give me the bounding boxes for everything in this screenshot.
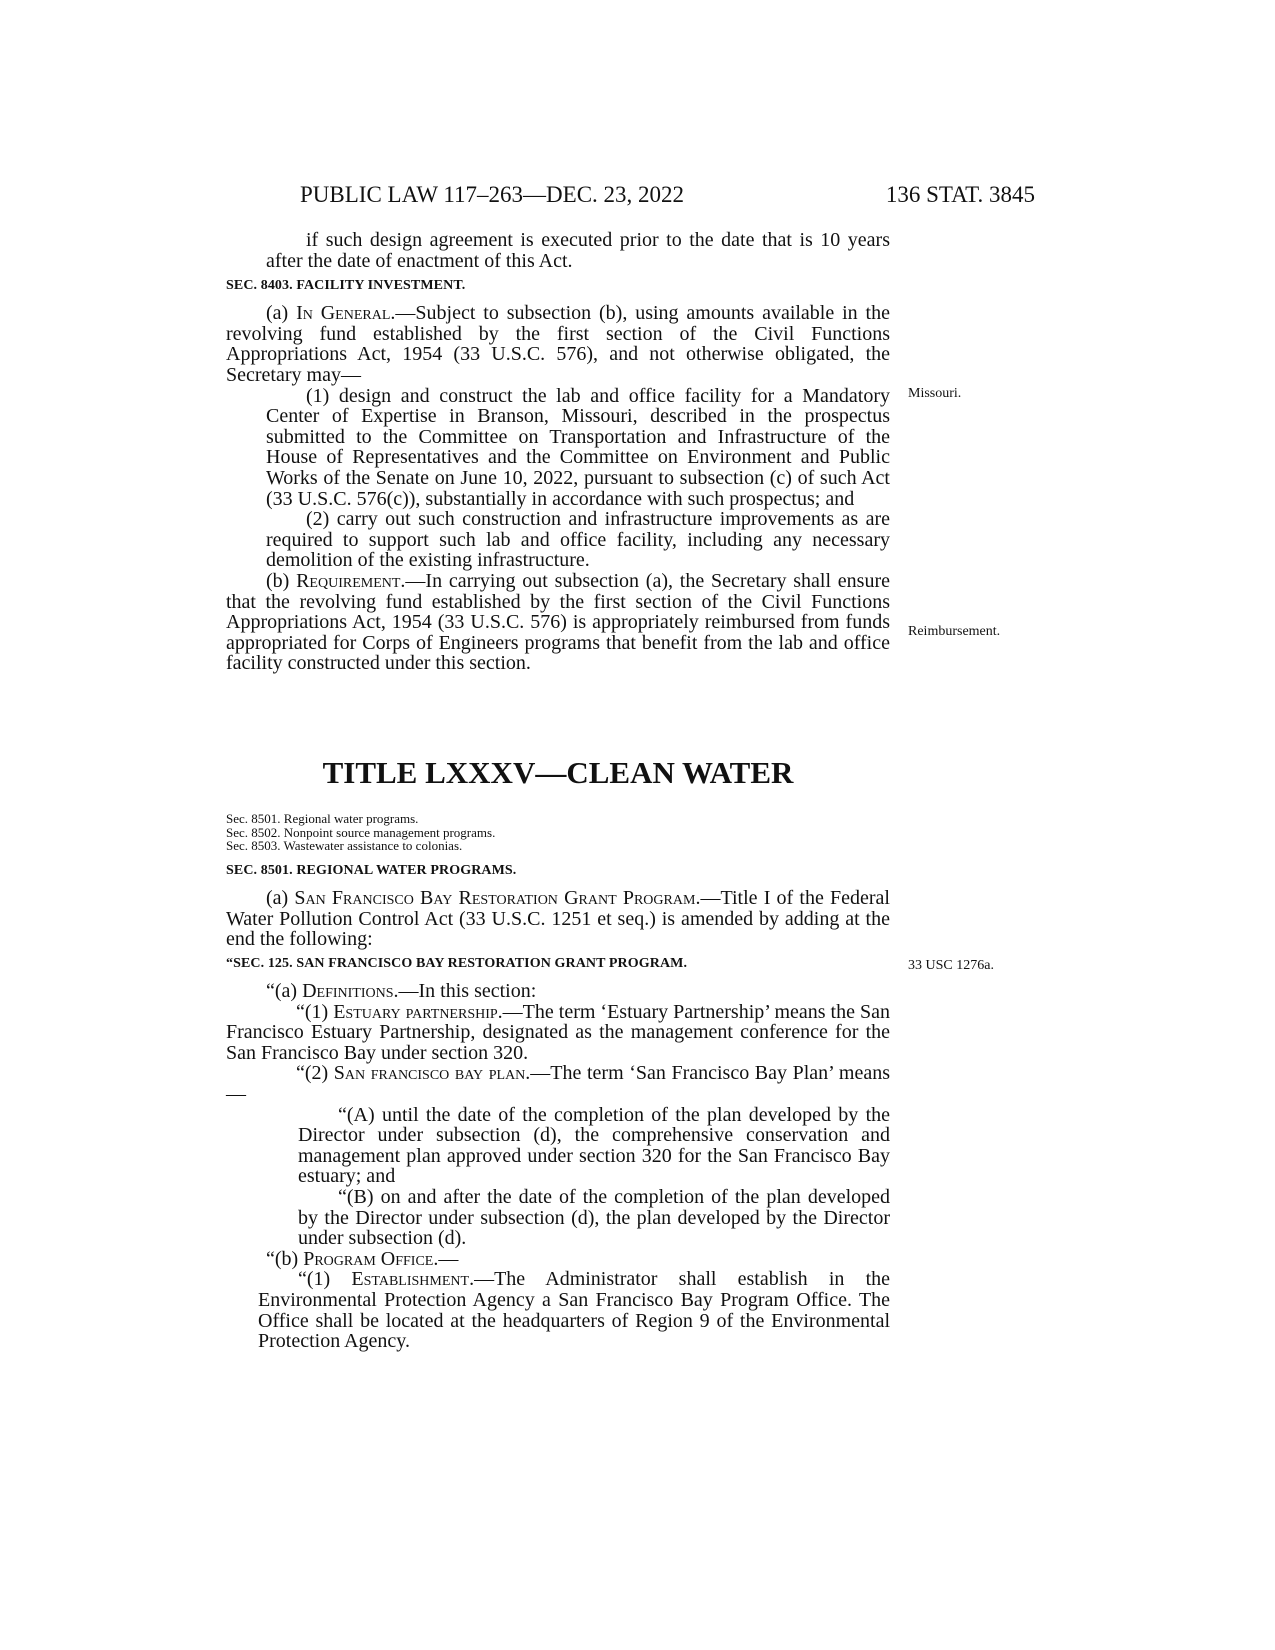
sub-b-lead: (b) — [266, 569, 297, 592]
section-125-subsection-b — [226, 1249, 890, 1270]
sub-a-lead: (a) — [266, 302, 297, 325]
section-8403-paragraph-1: (1) design and construct the lab and office facility for a Mandatory Center of Expertise in Branson, Missouri, described in the prospectus submitted to the Committee on Transportation and Infrastructure of the House of Representatives and the Committee on Environment and Public Works of the Senate on June 10, 2022, pursuant to subsection (c) of such Act (33 U.S.C. 576(c)), substantially in accordance with such prospectus; and — [266, 384, 890, 510]
sub-a-text: .—In this section: — [393, 980, 537, 1002]
subsection-b-paragraph-1 — [226, 1269, 890, 1351]
sub-a-lead: (a) — [266, 887, 295, 909]
toc-entry: Sec. 8502. Nonpoint source management programs. — [226, 824, 496, 840]
definition-1 — [226, 1002, 890, 1064]
def-1-heading: Estuary partnership — [333, 1000, 498, 1023]
sub-a-heading: San Francisco Bay Restoration Grant Program — [294, 887, 696, 909]
def-2-text: .—The term ‘San Francisco Bay Plan’ means— — [226, 1062, 890, 1105]
definition-2-A: “(A) until the date of the completion of the plan developed by the Director under subsection (d), the comprehensive conservation and management plan approved under section 320 for the San Francisco Bay estuary; and — [298, 1103, 890, 1188]
sub-b-lead: “(b) — [266, 1247, 304, 1270]
b1-lead: “(1) — [298, 1268, 352, 1291]
sub-b-heading: Requirement — [296, 569, 401, 592]
margin-note-missouri: Missouri. — [908, 386, 962, 401]
section-8501-block — [226, 862, 890, 950]
continuation-text: if such design agreement is executed prior to the date that is 10 years after the date of enactment of this Act. — [266, 229, 890, 272]
section-8403-subsection-b — [226, 571, 890, 674]
sub-b-heading: Program Office — [303, 1247, 434, 1270]
def-2-lead: “(2) — [296, 1062, 334, 1085]
title-table-of-contents — [226, 812, 890, 853]
toc-entry: Sec. 8503. Wastewater assistance to colonias. — [226, 838, 463, 853]
definition-2 — [226, 1063, 890, 1104]
sub-b-text: .—In carrying out subsection (a), the Secretary shall ensure that the revolving fund established by the first section of the Civil Functions Appropriations Act, 1954 (33 U.S.C. 576) is appropriately reimbursed from funds appropriated for Corps of Engineers programs that benefit from the lab and office facility constructed under this section. — [226, 569, 890, 675]
stat-page-number: 136 STAT. 3845 — [885, 182, 1035, 207]
section-8403-paragraph-2: (2) carry out such construction and infrastructure improvements as are required to support such lab and office facility, including any necessary demolition of the existing infrastructure. — [266, 508, 890, 572]
section-8403-heading: SEC. 8403. FACILITY INVESTMENT. — [226, 278, 466, 294]
sub-a-text: .—Subject to subsection (b), using amounts available in the revolving fund established by the first section of the Civil Functions Appropriations Act, 1954 (33 U.S.C. 576), and not otherwise obligated, the Secretary may— — [226, 302, 890, 386]
public-law-citation: PUBLIC LAW 117–263—DEC. 23, 2022 — [300, 182, 685, 207]
section-8501-heading: SEC. 8501. REGIONAL WATER PROGRAMS. — [226, 863, 517, 878]
sub-a-lead: “(a) — [266, 980, 303, 1002]
sub-b-text: .— — [433, 1247, 459, 1270]
def-1-lead: “(1) — [296, 1000, 334, 1023]
section-125-heading: “SEC. 125. SAN FRANCISCO BAY RESTORATION GRANT PROGRAM. — [226, 956, 688, 971]
sub-a-heading: Definitions — [302, 980, 394, 1002]
margin-note-reimbursement: Reimbursement. — [908, 624, 1001, 639]
section-8403-subsection-a — [226, 303, 890, 385]
section-125-block — [226, 955, 890, 1352]
page-header — [300, 181, 1035, 209]
b1-text: .—The Administrator shall establish in the Environmental Protection Agency a San Francisco Bay Program Office. The Office shall be located at the headquarters of Region 9 of the Environmental Protection Agency. — [258, 1268, 891, 1353]
sub-a-text: .—Title I of the Federal Water Pollution Control Act (33 U.S.C. 1251 et seq.) is amended by adding at the end the following: — [226, 887, 890, 951]
b1-heading: Establishment — [351, 1268, 470, 1291]
title-heading: TITLE LXXXV—CLEAN WATER — [322, 755, 794, 790]
margin-note-usc: 33 USC 1276a. — [908, 958, 994, 973]
section-8403-block — [226, 230, 890, 674]
sub-a-heading: In General — [296, 302, 391, 325]
def-2-heading: San francisco bay plan — [333, 1062, 526, 1085]
section-125-subsection-a — [226, 981, 890, 1002]
section-8501-subsection-a — [226, 888, 890, 950]
def-1-text: .—The term ‘Estuary Partnership’ means the San Francisco Estuary Partnership, designated as the management conference for the San Francisco Bay under section 320. — [226, 1000, 890, 1064]
definition-2-B: “(B) on and after the date of the completion of the plan developed by the Director under subsection (d), the plan developed by the Director under subsection (d). — [298, 1185, 890, 1250]
toc-entry: Sec. 8501. Regional water programs. — [226, 811, 419, 826]
